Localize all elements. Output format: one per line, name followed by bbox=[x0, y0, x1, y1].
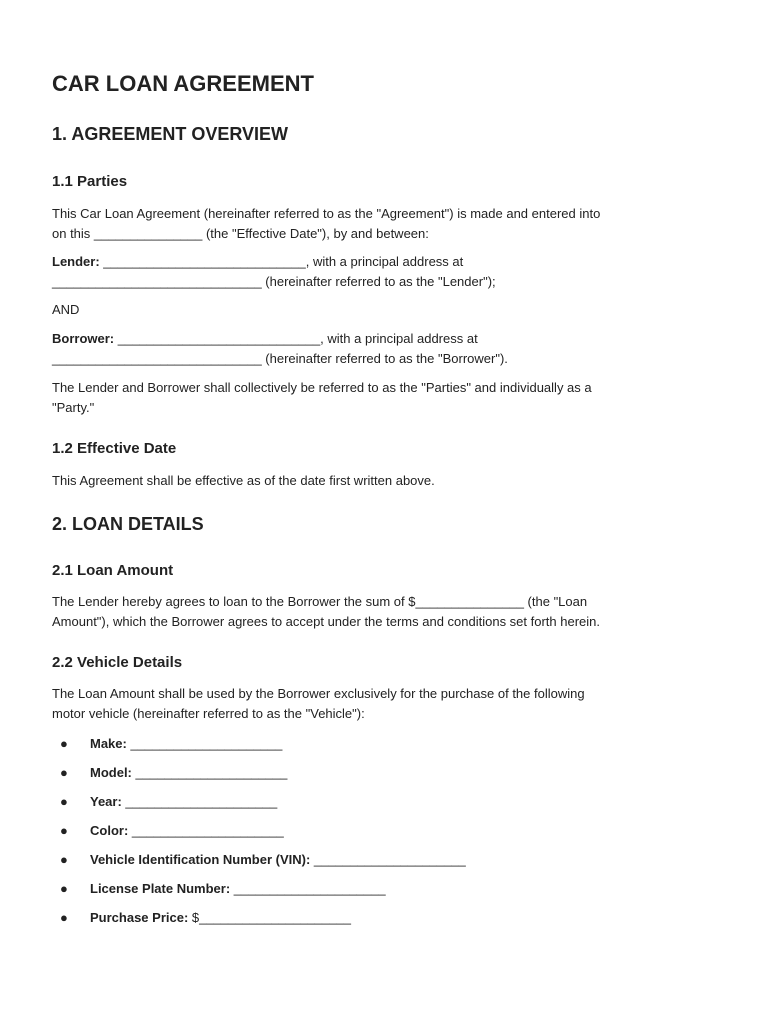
and-separator: AND bbox=[52, 302, 80, 317]
lender-label: Lender: bbox=[52, 254, 100, 269]
collective-line-1: The Lender and Borrower shall collectively be referred to as the "Parties" and individually as a bbox=[52, 380, 592, 395]
vehicle-details-paragraph bbox=[52, 684, 722, 724]
vehicle-vin-label: Vehicle Identification Number (VIN): bbox=[90, 852, 311, 867]
bullet-icon: ● bbox=[60, 736, 68, 751]
vehicle-details-heading: 2.2 Vehicle Details bbox=[52, 654, 183, 671]
parties-intro-line-1: This Car Loan Agreement (hereinafter referred to as the "Agreement") is made and entered into bbox=[52, 206, 601, 221]
list-item bbox=[52, 790, 722, 819]
vehicle-year-blank: _____________________ bbox=[121, 794, 278, 809]
loan-amount-line-2: Amount"), which the Borrower agrees to accept under the terms and conditions set forth herein. bbox=[52, 614, 601, 629]
bullet-icon: ● bbox=[60, 794, 68, 809]
bullet-icon: ● bbox=[60, 852, 68, 867]
collective-line-2: "Party." bbox=[52, 400, 95, 415]
collective-paragraph bbox=[52, 378, 722, 418]
vehicle-make-label: Make: bbox=[90, 736, 127, 751]
effective-date-heading: 1.2 Effective Date bbox=[52, 440, 177, 457]
vehicle-year-label: Year: bbox=[90, 794, 122, 809]
bullet-icon: ● bbox=[60, 823, 68, 838]
borrower-name-blank: ____________________________, with a principal address at bbox=[114, 331, 478, 346]
bullet-icon: ● bbox=[60, 910, 68, 925]
vehicle-details-line-2: motor vehicle (hereinafter referred to as the "Vehicle"): bbox=[52, 706, 365, 721]
vehicle-plate-label: License Plate Number: bbox=[90, 881, 231, 896]
list-item bbox=[52, 877, 722, 906]
vehicle-make-blank: _____________________ bbox=[126, 736, 283, 751]
bullet-icon: ● bbox=[60, 881, 68, 896]
vehicle-details-line-1: The Loan Amount shall be used by the Borrower exclusively for the purchase of the following bbox=[52, 686, 585, 701]
vehicle-vin-blank: _____________________ bbox=[310, 852, 466, 867]
borrower-label: Borrower: bbox=[52, 331, 115, 346]
loan-amount-line-1: The Lender hereby agrees to loan to the Borrower the sum of $_______________ (the "Loan bbox=[52, 594, 588, 609]
vehicle-plate-blank: _____________________ bbox=[230, 881, 386, 896]
vehicle-color-blank: _____________________ bbox=[128, 823, 284, 838]
borrower-address-line: _____________________________ (hereinafter referred to as the "Borrower"). bbox=[52, 351, 508, 366]
vehicle-model-label: Model: bbox=[90, 765, 132, 780]
vehicle-details-list bbox=[52, 732, 722, 935]
vehicle-price-label: Purchase Price: bbox=[90, 910, 189, 925]
bullet-icon: ● bbox=[60, 765, 68, 780]
vehicle-price-blank: $_____________________ bbox=[188, 910, 351, 925]
list-item bbox=[52, 761, 722, 790]
lender-name-blank: ____________________________, with a principal address at bbox=[99, 254, 464, 269]
vehicle-color-label: Color: bbox=[90, 823, 129, 838]
section-2-heading: 2. LOAN DETAILS bbox=[52, 514, 204, 534]
lender-paragraph bbox=[52, 252, 722, 292]
effective-date-text: This Agreement shall be effective as of the date first written above. bbox=[52, 473, 435, 488]
list-item bbox=[52, 906, 722, 935]
list-item bbox=[52, 819, 722, 848]
lender-address-line: _____________________________ (hereinafter referred to as the "Lender"); bbox=[52, 274, 496, 289]
document-title: CAR LOAN AGREEMENT bbox=[52, 71, 314, 96]
vehicle-model-blank: _____________________ bbox=[131, 765, 288, 780]
borrower-paragraph bbox=[52, 329, 722, 369]
list-item bbox=[52, 848, 722, 877]
parties-intro-line-2: on this _______________ (the "Effective Date"), by and between: bbox=[52, 226, 429, 241]
loan-amount-paragraph bbox=[52, 592, 722, 632]
loan-amount-heading: 2.1 Loan Amount bbox=[52, 562, 174, 579]
section-1-heading: 1. AGREEMENT OVERVIEW bbox=[52, 124, 289, 144]
list-item bbox=[52, 732, 722, 761]
parties-intro bbox=[52, 204, 722, 244]
parties-heading: 1.1 Parties bbox=[52, 173, 128, 190]
